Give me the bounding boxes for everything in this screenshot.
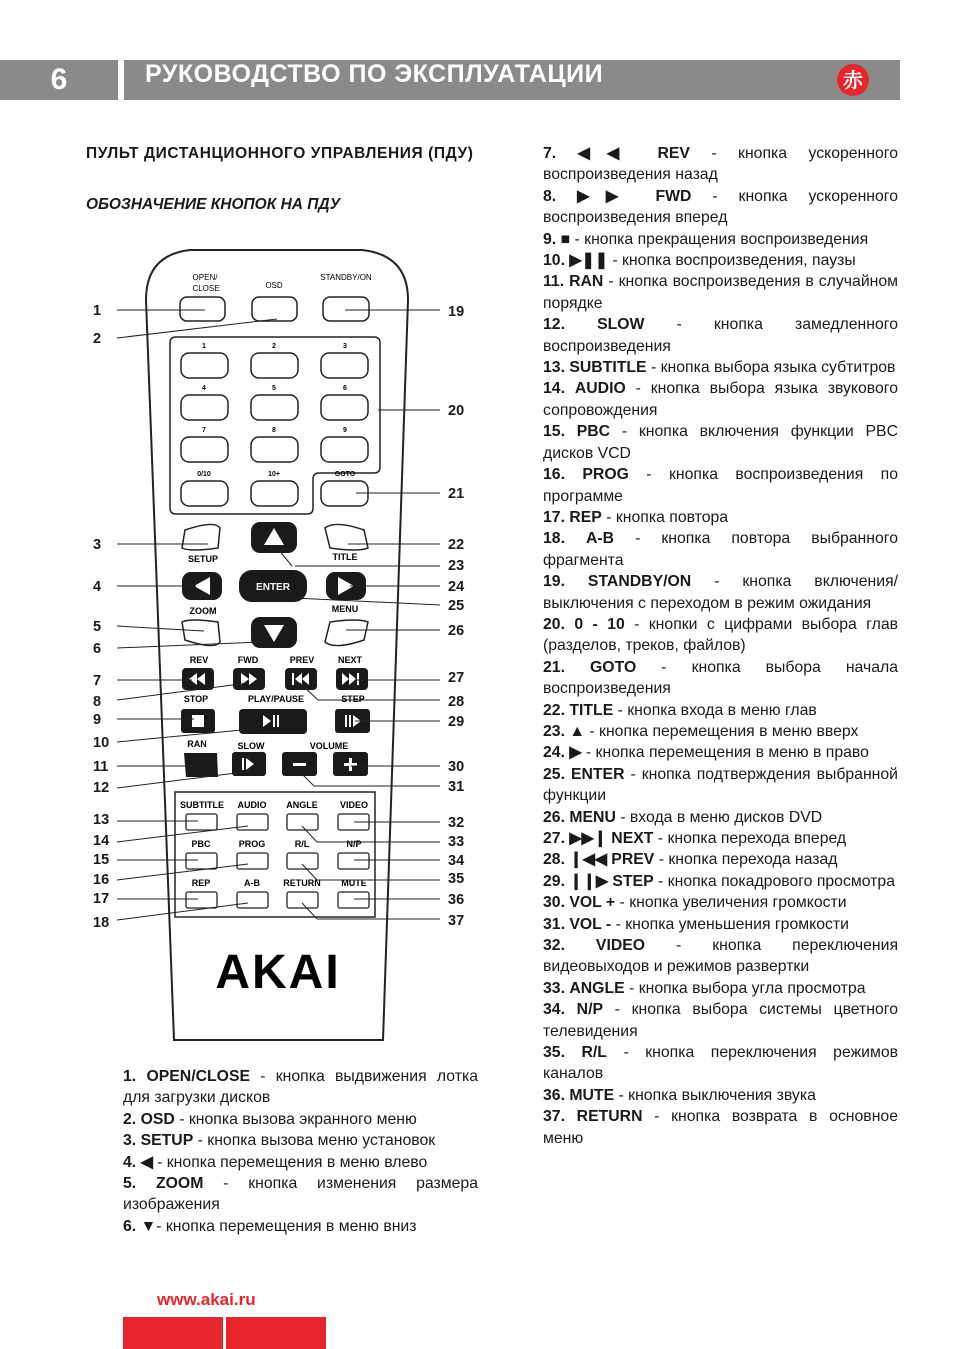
callout-8: 8 (93, 694, 102, 710)
item-key: ▶▶❙ NEXT (569, 830, 654, 847)
item-text: - кнопка подтверждения выбранной функции (543, 765, 898, 805)
label-close: CLOSE (192, 284, 220, 293)
item-number: 21. (543, 658, 565, 676)
item-number: 34. (543, 1001, 565, 1019)
description-item (123, 1066, 478, 1109)
label-prev: PREV (289, 655, 315, 665)
pbc-button (186, 853, 217, 869)
callout-13: 13 (93, 812, 110, 828)
rl-button (287, 853, 318, 869)
minus-icon (293, 763, 306, 766)
item-key: VOL + (569, 894, 616, 912)
item-key: OSD (140, 1110, 175, 1128)
item-number: 36. (543, 1086, 565, 1104)
item-number: 26. (543, 808, 565, 826)
item-number: 12. (543, 316, 565, 334)
osd-button (252, 297, 297, 321)
description-item (543, 1042, 898, 1085)
item-text: - кнопка воспроизведения, паузы (607, 252, 856, 270)
label-ab: A-B (244, 878, 260, 888)
item-text: - кнопка изменения размера изображения (123, 1175, 478, 1214)
callout-6: 6 (93, 641, 102, 657)
item-text: - кнопка повтора (601, 508, 729, 526)
label-ran: RAN (187, 739, 207, 749)
audio-button (237, 814, 268, 830)
item-key: TITLE (569, 701, 614, 719)
item-text: - кнопка прекращения воспроизведения (570, 230, 869, 248)
callout-29: 29 (448, 714, 465, 730)
description-item (543, 421, 898, 464)
item-key: GOTO (590, 658, 637, 676)
subtitle-button (186, 814, 217, 830)
angle-button (287, 814, 318, 830)
item-number: 1. (123, 1068, 137, 1085)
item-text: - кнопка выдвижения лотка для загрузки дисков (123, 1068, 478, 1107)
label-playpause: PLAY/PAUSE (247, 694, 305, 704)
digit-0-10-button (181, 481, 228, 506)
label-d010: 0/10 (197, 471, 211, 478)
description-item (123, 1109, 478, 1130)
callout-10: 10 (93, 735, 110, 751)
item-text: - кнопка перемещения в меню в право (581, 744, 869, 762)
item-text: - входа в меню дисков DVD (615, 808, 823, 826)
label-osd: OSD (265, 281, 283, 290)
item-text: - кнопка переключения видеовыходов и режимов развертки (543, 937, 898, 976)
callout-14: 14 (93, 833, 110, 849)
return-button (287, 892, 318, 908)
description-item (543, 657, 898, 700)
callout-18: 18 (93, 915, 110, 931)
label-rev: REV (189, 655, 209, 665)
digit-9-button (321, 437, 368, 462)
callout-37: 37 (448, 913, 465, 929)
label-angle: ANGLE (286, 800, 318, 810)
footer-bar (226, 1317, 326, 1349)
prog-button (237, 853, 268, 869)
label-d2: 2 (272, 343, 276, 350)
label-d3: 3 (343, 343, 347, 350)
item-text: - кнопка включения/выключения с переходом в режим ожидания (543, 573, 899, 612)
description-item (543, 978, 898, 999)
callout-2: 2 (93, 331, 102, 347)
label-d7: 7 (202, 427, 206, 434)
item-key: ❙❙▶ STEP (569, 872, 654, 890)
item-number: 10. (543, 252, 565, 270)
item-key: VIDEO (595, 937, 646, 955)
digit-6-button (321, 395, 368, 420)
item-key: RETURN (576, 1108, 643, 1126)
digit-1-button (181, 353, 228, 378)
label-subtitle: SUBTITLE (180, 800, 224, 810)
item-text: - кнопка входа в меню глав (613, 701, 817, 719)
ran-button (184, 753, 218, 777)
label-menu: MENU (331, 604, 359, 614)
item-number: 30. (543, 894, 565, 912)
digit-3-button (321, 353, 368, 378)
item-key: N/P (576, 1001, 603, 1019)
callout-11: 11 (93, 759, 109, 775)
item-text: - кнопка ускоренного воспроизведения вперед (543, 187, 898, 227)
item-key: ❙◀◀ PREV (569, 851, 655, 869)
item-number: 11. (543, 273, 565, 291)
description-item (543, 764, 898, 807)
item-key: ENTER (570, 765, 625, 783)
callout-23: 23 (448, 558, 465, 574)
item-text: - кнопка выбора языка звукового сопровождения (543, 380, 898, 419)
item-number: 14. (543, 380, 565, 398)
item-text: - кнопка вызова меню установок (193, 1132, 436, 1150)
item-key: SLOW (597, 316, 645, 334)
description-item (543, 143, 898, 186)
description-item (543, 1106, 898, 1149)
description-item (543, 721, 898, 742)
label-rl: R/L (294, 839, 310, 849)
description-item (543, 1085, 898, 1106)
label-open: OPEN/ (192, 273, 218, 282)
item-key: 0 - 10 (574, 615, 625, 633)
description-item (543, 742, 898, 763)
callout-31: 31 (448, 779, 465, 795)
callout-5: 5 (93, 619, 102, 635)
digit-7-button (181, 437, 228, 462)
label-audio: AUDIO (237, 800, 267, 810)
item-text: - кнопка выбора угла просмотра (624, 979, 866, 997)
item-number: 18. (543, 530, 565, 548)
item-text: - кнопка выбора начала воспроизведения (543, 658, 899, 698)
item-key: VOL - (569, 915, 612, 933)
item-key: ZOOM (155, 1175, 204, 1193)
digit-2-button (251, 353, 298, 378)
description-item (543, 507, 898, 528)
mute-button (338, 892, 369, 908)
label-d1: 1 (202, 343, 206, 350)
callout-34: 34 (448, 853, 465, 869)
item-text: - кнопка включения функции PBC дисков VCD (543, 423, 898, 462)
item-number: 8. (543, 187, 557, 205)
description-item (543, 357, 898, 378)
standby-button (323, 297, 369, 321)
item-number: 32. (543, 937, 565, 955)
item-key: OPEN/CLOSE (146, 1068, 251, 1085)
label-d4: 4 (202, 385, 206, 392)
label-step: STEP (341, 694, 365, 704)
item-text: - кнопка переключения режимов каналов (543, 1044, 898, 1083)
label-setup: SETUP (187, 554, 219, 564)
page-title: РУКОВОДСТВО ПО ЭКСПЛУАТАЦИИ (145, 60, 604, 88)
item-text: - кнопка замедленного воспроизведения (543, 316, 898, 355)
item-text: - кнопка вызова экранного меню (174, 1110, 417, 1128)
item-text: - кнопка перехода вперед (653, 830, 847, 847)
description-item (543, 892, 898, 913)
label-volume: VOLUME (309, 741, 349, 751)
description-item (543, 807, 898, 828)
label-return: RETURN (283, 878, 321, 888)
description-item (543, 271, 898, 314)
label-stop: STOP (183, 694, 209, 704)
item-text: - кнопка перемещения в меню влево (152, 1153, 428, 1171)
item-text: - кнопка увеличения громкости (615, 894, 847, 912)
item-key: PROG (582, 466, 629, 484)
callout-21: 21 (448, 486, 465, 502)
item-key: ◀◀ REV (577, 145, 690, 162)
item-key: RAN (569, 273, 604, 291)
item-key: ■ (560, 230, 571, 248)
item-text: - кнопка покадрового просмотра (653, 872, 895, 890)
label-slow: SLOW (237, 741, 265, 751)
callout-16: 16 (93, 872, 110, 888)
label-np: N/P (346, 839, 362, 849)
description-item (543, 828, 898, 849)
label-zoom: ZOOM (189, 606, 217, 616)
item-text: - кнопка выбора языка субтитров (646, 359, 896, 377)
label-video: VIDEO (339, 800, 369, 810)
label-d10p: 10+ (268, 471, 280, 478)
item-number: 22. (543, 701, 565, 719)
item-key: SETUP (140, 1132, 194, 1150)
item-number: 4. (123, 1153, 137, 1171)
callout-1: 1 (93, 303, 102, 319)
item-text: - кнопки с цифрами выбора глав (разделов, треков, файлов) (543, 615, 898, 655)
item-key: ◀ (140, 1153, 153, 1171)
label-d5: 5 (272, 385, 276, 392)
description-item (123, 1130, 478, 1151)
callout-9: 9 (93, 712, 102, 728)
item-key: PBC (576, 423, 611, 441)
callout-7: 7 (93, 673, 102, 689)
label-goto: GOTO (334, 471, 356, 478)
digit-8-button (251, 437, 298, 462)
item-text: - кнопка ускоренного воспроизведения назад (543, 145, 898, 184)
open-close-button (180, 297, 225, 321)
item-number: 29. (543, 872, 565, 890)
item-number: 17. (543, 508, 565, 526)
label-standby: STANDBY/ON (320, 273, 372, 282)
callout-26: 26 (448, 623, 465, 639)
item-text: - кнопка уменьшения громкости (611, 915, 849, 933)
left-description-list (123, 1066, 478, 1237)
item-number: 16. (543, 466, 565, 484)
footer-bar (123, 1317, 223, 1349)
description-item (123, 1216, 478, 1237)
callout-19: 19 (448, 304, 465, 320)
item-number: 33. (543, 979, 565, 997)
item-key: ▶▶ FWD (577, 187, 692, 205)
callout-30: 30 (448, 759, 465, 775)
description-item (543, 871, 898, 892)
item-number: 37. (543, 1108, 565, 1126)
item-number: 15. (543, 423, 565, 441)
callout-24: 24 (448, 579, 465, 595)
item-number: 27. (543, 830, 565, 847)
description-item (543, 229, 898, 250)
digit-5-button (251, 395, 298, 420)
item-key: ▶❚❚ (569, 252, 608, 270)
item-key: R/L (581, 1044, 607, 1062)
item-number: 2. (123, 1110, 137, 1128)
item-text: - кнопка повтора выбранного фрагмента (543, 530, 898, 569)
digit-4-button (181, 395, 228, 420)
item-number: 24. (543, 744, 565, 762)
item-key: MUTE (569, 1086, 615, 1104)
description-item (543, 849, 898, 870)
description-item (543, 614, 898, 657)
item-key: REP (569, 508, 602, 526)
item-text: - кнопка возврата в основное меню (543, 1108, 898, 1147)
description-item (543, 378, 898, 421)
item-number: 19. (543, 573, 565, 591)
callout-12: 12 (93, 780, 110, 796)
item-number: 31. (543, 915, 565, 933)
label-d8: 8 (272, 427, 276, 434)
label-enter: ENTER (256, 582, 290, 593)
item-number: 28. (543, 851, 565, 869)
rep-button (186, 892, 217, 908)
item-text: - кнопка перемещения в меню вверх (585, 722, 859, 740)
page-number: 6 (50, 63, 68, 96)
callout-33: 33 (448, 834, 465, 850)
np-button (338, 853, 369, 869)
label-title: TITLE (332, 552, 358, 562)
digit-10plus-button (251, 481, 298, 506)
item-key: ▶ (569, 744, 582, 762)
item-number: 20. (543, 615, 565, 633)
label-d9: 9 (343, 427, 347, 434)
description-item (543, 571, 898, 614)
item-number: 6. (123, 1217, 137, 1235)
label-next: NEXT (337, 655, 363, 665)
description-item (543, 314, 898, 357)
top-buttons (180, 297, 369, 321)
item-key: ANGLE (569, 979, 625, 997)
stop-icon (192, 715, 204, 727)
item-key: ▼ (140, 1217, 157, 1235)
callout-4: 4 (93, 579, 102, 595)
item-text: - кнопка выключения звука (614, 1086, 816, 1104)
footer-url[interactable]: www.akai.ru (157, 1290, 256, 1309)
callout-22: 22 (448, 537, 465, 553)
item-text: - кнопка воспроизведения по программе (543, 466, 898, 505)
item-key: STANDBY/ON (587, 573, 692, 591)
description-item (543, 999, 898, 1042)
callout-25: 25 (448, 598, 465, 614)
label-pbc: PBC (191, 839, 211, 849)
item-key: A-B (585, 530, 615, 548)
item-text: - кнопка выбора системы цветного телевидения (543, 1001, 898, 1040)
description-item (543, 528, 898, 571)
description-item (123, 1152, 478, 1173)
callout-28: 28 (448, 694, 465, 710)
item-key: MENU (569, 808, 616, 826)
section-subheading: ОБОЗНАЧЕНИЕ КНОПОК НА ПДУ (86, 196, 341, 213)
right-description-list (543, 143, 898, 1149)
callout-15: 15 (93, 852, 110, 868)
description-item (543, 464, 898, 507)
item-text: - кнопка перемещения в меню вниз (156, 1217, 417, 1235)
item-number: 23. (543, 722, 565, 740)
label-mute: MUTE (341, 878, 367, 888)
label-fwd: FWD (237, 655, 259, 665)
item-text: - кнопка воспроизведения в случайном порядке (543, 273, 899, 312)
item-key: AUDIO (574, 380, 626, 398)
item-number: 9. (543, 230, 557, 248)
item-number: 5. (123, 1175, 137, 1193)
callout-27: 27 (448, 670, 465, 686)
item-number: 13. (543, 359, 565, 377)
item-number: 7. (543, 145, 557, 162)
label-rep: REP (191, 878, 211, 888)
description-item (543, 186, 898, 229)
item-text: - кнопка перехода назад (654, 851, 838, 869)
callout-32: 32 (448, 815, 465, 831)
callout-36: 36 (448, 892, 465, 908)
callout-35: 35 (448, 871, 465, 887)
label-d6: 6 (343, 385, 347, 392)
item-number: 3. (123, 1132, 137, 1150)
description-item (543, 935, 898, 978)
item-number: 25. (543, 765, 565, 783)
item-number: 35. (543, 1044, 565, 1062)
description-item (543, 914, 898, 935)
label-prog: PROG (238, 839, 266, 849)
section-heading: ПУЛЬТ ДИСТАНЦИОННОГО УПРАВЛЕНИЯ (ПДУ) (86, 145, 474, 162)
brand-logo-icon: 赤 (837, 64, 869, 96)
brand-wordmark: AKAI (215, 946, 341, 999)
callout-3: 3 (93, 537, 102, 553)
ab-button (237, 892, 268, 908)
description-item (543, 250, 898, 271)
callout-20: 20 (448, 403, 465, 419)
item-key: SUBTITLE (569, 359, 647, 377)
callout-17: 17 (93, 891, 110, 907)
description-item (543, 700, 898, 721)
item-key: ▲ (569, 722, 585, 740)
description-item (123, 1173, 478, 1216)
